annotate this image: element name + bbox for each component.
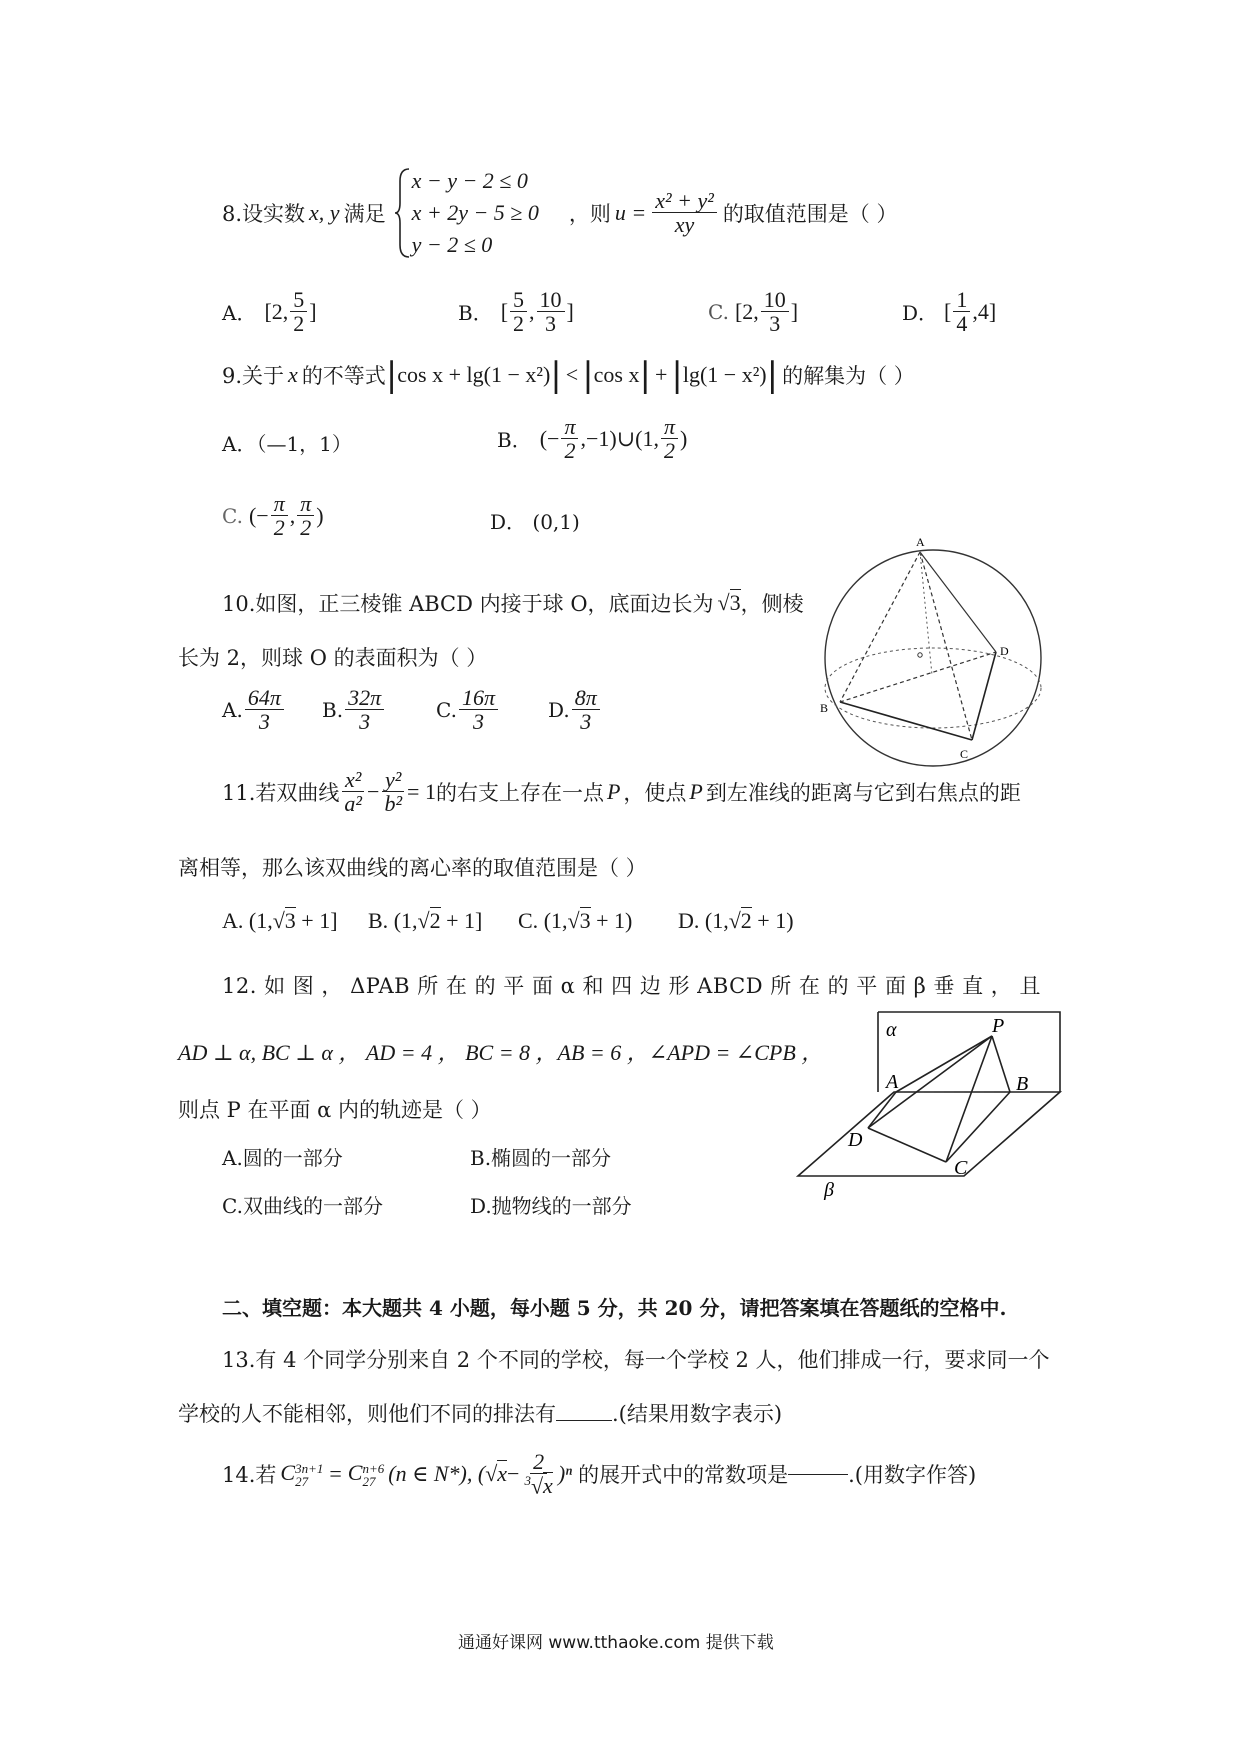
q12-line2: AD ⊥ α, BC ⊥ α ， AD = 4 ， BC = 8 ，AB = 6 ，∠APD = ∠CPB ， [178,1040,824,1065]
q10-option-b: B. $\frac{32\pi}{3}$ [322,686,436,733]
fig-label-d: D [1000,644,1009,658]
q14-stem: 14.若 C 3n+1 27 = C n+6 27 (n ∈ N*), ( √x − $\frac{2}{^3√x}$ )ⁿ 的展开式中的常数项是 .(用数字作答) [222,1449,977,1499]
fig-label-c: C [954,1157,968,1179]
q11-options [222,908,794,934]
sphere-pyramid-figure [820,530,1050,770]
q8-option-d: D． [ $\frac{1}{4}$ ,4] [902,287,997,337]
q11-line1: 11.若双曲线 $\frac{\text{x²}}{\text{a²}}$ − $\frac{\text{y²}}{\text{b²}}$ = 1 的右支上存在一点 P ，使点 P 到左准线的距离与它到右焦点的距 [222,767,1021,817]
planes-figure [796,1010,1066,1200]
q13-line2: 学校的人不能相邻，则他们不同的排法有 .(结果用数字表示) [178,1402,783,1426]
q11-option-b: B. (1,√2 + 1] [368,908,483,933]
section-heading: 二、填空题：本大题共 4 小题，每小题 5 分，共 20 分，请把答案填在答题纸的空格中. [222,1296,1007,1320]
q12-line3: 则点 P 在平面 α 内的轨迹是（ ） [178,1098,492,1122]
q10-line1: 10.如图，正三棱锥 ABCD 内接于球 O，底面边长为 √3 ，侧棱 [222,590,804,616]
q9-option-b: B． (− $\frac{\pi}{2}$ ,−1)∪(1, $\frac{\pi}{2}$ ) [497,414,688,464]
q10-option-d: D. $\frac{8\pi}{3}$ [548,686,602,733]
q11-option-a: A. (1,√3 + 1] [222,908,338,933]
q13-line1: 13.有 4 个同学分别来自 2 个不同的学校，每一个学校 2 人，他们排成一行，要求同一个 [222,1348,1050,1372]
fig-label-a: A [886,1071,899,1093]
q9-stem: 9.关于 x 的不等式 | cos x + lg(1 − x²) | < | cos x | + | lg(1 − x²) | 的解集为（ ） [222,355,915,395]
q8-stem: 8.设实数 x, y 满足 x − y − 2 ≤ 0 x + 2y − 5 ≥ 0 y − 2 ≤ 0 ，则 u = $\frac{\text{x² + y²}}{xy}$ 的取值范围是（ ） [222,165,898,260]
q8-option-b: B． [ $\frac{5}{2}$ , $\frac{10}{3}$ ] [458,287,574,337]
fig-label-p: P [992,1015,1005,1037]
q12-option-d: D.抛物线的一部分 [470,1194,632,1218]
fig-label-d: D [848,1129,863,1151]
q12-option-c: C.双曲线的一部分 [222,1194,383,1218]
q10-options [222,686,602,733]
fig-label-c: C [960,747,969,761]
sqrt-3: √3 [717,590,741,615]
q11-option-d: D. (1,√2 + 1) [678,908,794,933]
q8-option-c: C. [2, $\frac{10}{3}$ ] [708,287,799,337]
q9-option-d: D． (0,1) [490,510,580,534]
q10-line2: 长为 2，则球 O 的表面积为（ ） [178,646,488,670]
answer-blank [556,1419,612,1421]
left-brace-icon [394,167,412,259]
q11-option-c: C. (1,√3 + 1) [518,908,633,933]
q11-line2: 离相等，那么该双曲线的离心率的取值范围是（ ） [178,856,647,880]
q12-option-b: B.椭圆的一部分 [470,1146,612,1170]
answer-blank [788,1473,848,1475]
q12-line1: 12. 如 图 ， ΔPAB 所 在 的 平 面 α 和 四 边 形 ABCD 所 在 的 平 面 β 垂 直 ， 且 [222,974,1041,998]
q10-option-c: C. $\frac{16\pi}{3}$ [436,686,548,733]
q8-constraint-system: x − y − 2 ≤ 0 x + 2y − 5 ≥ 0 y − 2 ≤ 0 [394,165,539,261]
fig-label-b: B [1016,1073,1029,1095]
fig-label-b: B [820,701,829,715]
q9-option-a: A．（—1，1） [222,432,352,456]
fig-label-alpha: α [886,1019,897,1041]
q12-option-a: A.圆的一部分 [222,1146,343,1170]
q8-option-a: A． [2, $\frac{5}{2}$ ] [222,287,317,337]
footer: 通通好课网 www.tthaoke.com 提供下载 [458,1633,774,1653]
q8-u-fraction: $\frac{\text{x² + y²}}{xy}$ [652,189,717,236]
fig-label-a: A [916,535,925,549]
q10-option-a: A. $\frac{64\pi}{3}$ [222,686,322,733]
fig-label-beta: β [824,1179,834,1200]
q9-option-c: C. (− $\frac{\pi}{2}$ , $\frac{\pi}{2}$ ) [222,491,324,541]
